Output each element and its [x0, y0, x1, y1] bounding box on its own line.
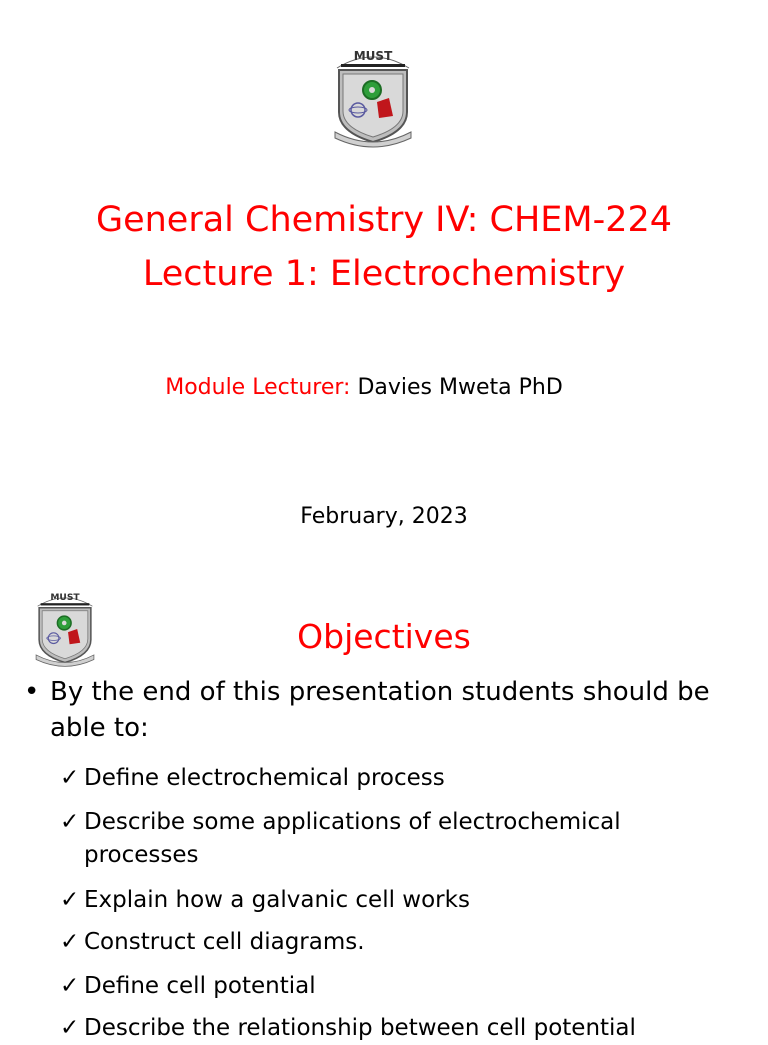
university-logo-icon — [327, 40, 419, 148]
logo-text: MUST — [50, 593, 80, 604]
logo-text: MUST — [353, 49, 393, 63]
objectives-title: Objectives — [297, 617, 471, 656]
objective-text: Define cell potential — [84, 973, 316, 999]
check-icon: ✓ — [60, 887, 80, 913]
objective-item — [60, 884, 720, 917]
bullet-marker: • — [24, 677, 40, 707]
objective-item — [60, 1012, 720, 1045]
check-icon: ✓ — [60, 809, 80, 835]
lecturer-line — [0, 373, 728, 403]
objective-item — [60, 926, 720, 959]
objective-text: Define electrochemical process — [84, 765, 445, 791]
university-logo-icon — [30, 584, 100, 668]
check-icon: ✓ — [60, 973, 80, 999]
objectives-slide — [0, 576, 768, 1041]
objective-text: Explain how a galvanic cell works — [84, 887, 470, 913]
objective-item — [60, 970, 720, 1003]
objective-text: Describe some applications of electrochemical processes — [84, 809, 621, 868]
intro-text: By the end of this presentation students should be able to: — [50, 677, 710, 743]
title-line-lecture: Lecture 1: Electrochemistry — [142, 254, 626, 294]
objective-text: Describe the relationship between cell potential — [84, 1015, 636, 1041]
objective-item — [60, 762, 720, 795]
lecturer-name: Davies Mweta PhD — [357, 375, 563, 400]
check-icon: ✓ — [60, 765, 80, 791]
title-line-course: General Chemistry IV: CHEM-224 — [95, 200, 673, 240]
intro-bullet — [24, 674, 724, 746]
check-icon: ✓ — [60, 929, 80, 955]
lecturer-label: Module Lecturer: — [165, 375, 351, 400]
lecture-date: February, 2023 — [300, 504, 468, 529]
check-icon: ✓ — [60, 1015, 80, 1041]
objective-item — [60, 806, 720, 872]
objective-text: Construct cell diagrams. — [84, 929, 365, 955]
